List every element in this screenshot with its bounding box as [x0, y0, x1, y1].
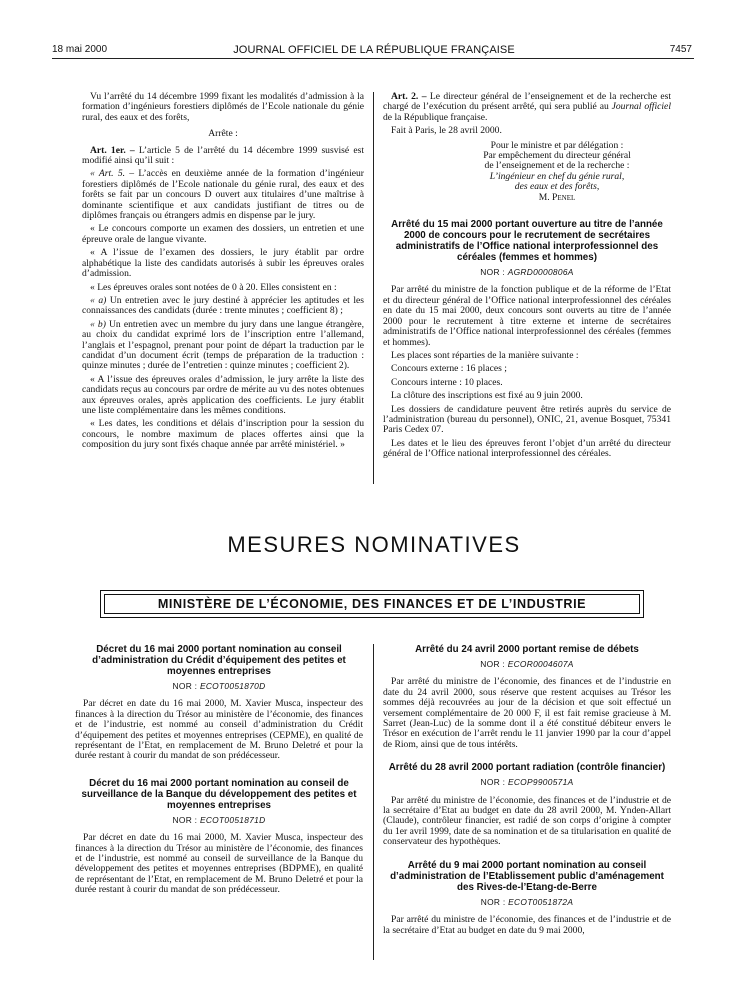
item-a-label: « a)	[90, 294, 107, 306]
column-top-right	[383, 92, 671, 463]
nor-label: NOR :	[172, 681, 200, 691]
nor-code: ECOT0051872A	[508, 896, 574, 907]
nor-cepme	[75, 681, 363, 691]
header-title: JOURNAL OFFICIEL DE LA RÉPUBLIQUE FRANÇAISE	[233, 44, 515, 56]
column-separator-bottom	[373, 644, 374, 960]
signature-block	[383, 141, 671, 203]
art1-text: L’article 5 de l’arrêté du 14 décembre 1999 susvisé est modifié ainsi qu’il suit :	[82, 144, 364, 167]
art5-label: « Art. 5. –	[90, 168, 135, 180]
nor-berre	[383, 897, 671, 907]
nor-code: ECOT0051871D	[199, 814, 266, 825]
nor-label: NOR :	[480, 896, 509, 907]
paragraph-b	[82, 320, 364, 372]
paragraph-onic-4: Concours interne : 10 places.	[391, 376, 503, 388]
paragraph-onic-6: Les dossiers de candidature peuvent être retirés auprès du service de l’administration (bureau du personnel), ONIC, 21, avenue Bosquet, 75341 Paris Cedex 07.	[383, 403, 671, 436]
header-rule	[52, 58, 694, 59]
paragraph-art5	[82, 169, 364, 221]
paragraph-art2	[383, 92, 671, 123]
paragraph-onic-5: La clôture des inscriptions est fixé au 9 juin 2000.	[391, 390, 583, 402]
paragraph-vu: Vu l’arrêté du 14 décembre 1999 fixant les modalités d’admission à la formation d’ingénieurs forestiers diplômés de l’Ecole nationale du génie rural, des eaux et des forêts,	[82, 91, 364, 123]
art1-label: Art. 1er. –	[90, 144, 135, 156]
nor-bdpme	[75, 815, 363, 825]
nor-label: NOR :	[172, 814, 200, 825]
decret-title-cepme: Décret du 16 mai 2000 portant nomination au conseil d’administration du Crédit d’équipement des petites et moyennes entreprises	[92, 644, 346, 677]
mesures-nominatives-heading: MESURES NOMINATIVES	[227, 532, 521, 557]
paragraph-issue: « A l’issue de l’examen des dossiers, le jury établit par ordre alphabétique la liste des candidats autorisés à subir les épreuves orales d’admission.	[82, 247, 364, 280]
art2-text-a: Le directeur général de l’enseignement et de la recherche est chargé de l’exécution du présent arrêté, qui sera publié au	[383, 91, 671, 113]
paragraph-onic-2: Les places sont réparties de la manière suivante :	[391, 349, 579, 361]
paragraph-a	[82, 296, 364, 317]
column-bottom-right	[383, 644, 671, 939]
nor-code: ECOT0051870D	[199, 681, 266, 691]
signature-line-1: Pour le ministre et par délégation :	[490, 139, 624, 151]
nor-code: AGRD0000806A	[507, 267, 574, 278]
paragraph-berre: Par arrêté du ministre de l’économie, des finances et de l’industrie et de la secrétaire d’Etat au budget en date du 9 mai 2000,	[383, 914, 671, 936]
paragraph-onic-3: Concours externe : 16 places ;	[391, 363, 507, 375]
paragraph-bdpme: Par décret en date du 16 mai 2000, M. Xavier Musca, inspecteur des finances à la direction du Trésor au ministère de l’économie, des finances et de l’industrie, est nommé au conseil de surveillance de la Banque du développement des petites et moyennes entreprises (BDPME), en qualité de représentant de l’Etat, en remplacement de M. Bruno Deletré et pour la durée restant à courir du mandat de son prédécesseur.	[75, 832, 363, 896]
column-bottom-left	[75, 644, 363, 899]
arrete-title-berre: Arrêté du 9 mai 2000 portant nomination au conseil d’administration de l’Etablissement public d’aménagement des Rives-de-l’Etang-de-Berre	[390, 859, 664, 893]
header-page-number: 7457	[669, 44, 692, 55]
column-separator-top	[373, 92, 374, 484]
item-b-text: Un entretien avec un membre du jury dans une langue étrangère, au choix du candidat exprimé lors de l’inscription entre l’allemand, l’anglais et l’espagnol, prenant pour point de départ la traduction par le candidat d’un document écrit (temps de préparation de la traduction : quinze minutes ; durée de l’entretien : quinze minutes ; coefficient 2).	[82, 318, 364, 372]
nor-code: ECOR0004607A	[507, 659, 574, 669]
header-date: 18 mai 2000	[52, 44, 108, 55]
signature-line-5: des eaux et des forêts,	[514, 181, 600, 193]
nor-onic	[383, 267, 671, 277]
signature-line-2: Par empêchement du directeur général	[483, 150, 631, 162]
arrete-title-debets: Arrêté du 24 avril 2000 portant remise de débets	[415, 644, 639, 655]
ministere-box	[100, 590, 644, 618]
signature-line-3: de l’enseignement et de la recherche :	[484, 160, 630, 172]
arrete-heading: Arrête :	[208, 128, 238, 140]
nor-radiation	[383, 777, 671, 787]
nor-label: NOR :	[480, 659, 508, 669]
paragraph-concours: « Le concours comporte un examen des dossiers, un entretien et une épreuve orale de langue vivante.	[82, 223, 364, 245]
arrete-title-onic: Arrêté du 15 mai 2000 portant ouverture au titre de l’année 2000 de concours pour le recrutement de secrétaires administratifs de l’Office national interprofessionnel des céréales (femmes et hommes)	[391, 219, 663, 264]
column-top-left	[82, 92, 364, 454]
fait-a-paris: Fait à Paris, le 28 avril 2000.	[391, 125, 502, 137]
paragraph-debets: Par arrêté du ministre de l’économie, des finances et de l’industrie en date du 24 avril 2000, sous réserve que restent acquises au Trésor les sommes déjà recouvrées au jour de la décision et que soit effectué un versement complémentaire de 20 000 F, il est fait remise gracieuse à M. Sarret (Jean-Luc) de la somme dont il a été constitué débiteur envers le Trésor en exécution de l’arrêt rendu le 11 janvier 1990 par la cour d’appel de Riom, ainsi que de tous intérêts.	[383, 676, 671, 750]
art5-text: L’accès en deuxième année de la formation d’ingénieur forestiers diplômés de l’Ecole nationale du génie rural, des eaux et des forêts se fait par un concours D ouvert aux titulaires d’une maîtrise à dominante scientifique et aux candidats justifiant de titres ou de diplômes français ou étrangers admis en dispense par le jury.	[82, 168, 364, 222]
art2-journal: Journal officiel	[611, 101, 671, 113]
item-a-text: Un entretien avec le jury destiné à apprécier les aptitudes et les connaissances des candidats (durée : trente minutes ; coefficient 8) ;	[82, 294, 364, 317]
arrete-title-radiation: Arrêté du 28 avril 2000 portant radiation (contrôle financier)	[388, 762, 666, 774]
paragraph-radiation: Par arrêté du ministre de l’économie, des finances et de l’industrie et de la secrétaire d’Etat au budget en date du 28 avril 2000, M. Ynden-Allart (Claude), contrôleur financier, est radié de son corps d’origine à compter du 1er avril 1999, date de sa nomination et de sa titularisation en qualité de conservateur des hypothèques.	[383, 794, 671, 848]
decret-title-bdpme: Décret du 16 mai 2000 portant nomination au conseil de surveillance de la Banque du développement des petites et moyennes entreprises	[81, 777, 357, 811]
paragraph-onic-1: Par arrêté du ministre de la fonction publique et de la réforme de l’Etat et du directeur général de l’Office national interprofessionnel des céréales en date du 15 mai 2000, deux concours sont ouverts au titre de l’année 2000 pour le recrutement à titre externe et interne de secrétaires administratifs de l’Office national interprofessionnel des céréales (femmes et hommes).	[383, 284, 671, 348]
art2-text-b: de la République française.	[383, 111, 488, 123]
paragraph-dates: « Les dates, les conditions et délais d’inscription pour la session du concours, le nombre maximum de places offertes ainsi que la composition du jury sont fixés chaque année par arrêté ministériel. »	[82, 418, 364, 451]
nor-code: ECOP9900571A	[507, 777, 574, 788]
paragraph-onic-7: Les dates et le lieu des épreuves feront l’objet d’un arrêté du directeur général de l’Office national interprofessionnel des céréales.	[383, 437, 671, 460]
paragraph-cepme: Par décret en date du 16 mai 2000, M. Xavier Musca, inspecteur des finances à la direction du Trésor au ministère de l’économie, des finances et de l’industrie, est nommé au conseil d’administration du Crédit d’équipement des petites et moyennes entreprises (CEPME), en qualité de représentant de l’Etat, en remplacement de M. Bruno Deletré et pour la durée restant à courir du mandat de son prédécesseur.	[75, 698, 363, 762]
paragraph-issue2: « A l’issue des épreuves orales d’admission, le jury arrête la liste des candidats reçus au concours par ordre de mérite au vu des notes obtenues aux épreuves orales, après application des coefficients. Le jury établit une liste complémentaire dans les mêmes conditions.	[82, 373, 364, 416]
nor-debets	[383, 659, 671, 669]
paragraph-notees: « Les épreuves orales sont notées de 0 à 20. Elles consistent en :	[90, 281, 337, 293]
paragraph-art1	[82, 146, 364, 167]
nor-label: NOR :	[480, 777, 508, 788]
art2-label: Art. 2. –	[391, 91, 427, 102]
item-b-label: « b)	[90, 318, 106, 330]
nor-label: NOR :	[480, 267, 508, 278]
signature-name: M. Penel	[538, 191, 576, 203]
signature-line-4: L’ingénieur en chef du génie rural,	[489, 170, 625, 182]
ministere-heading: MINISTÈRE DE L’ÉCONOMIE, DES FINANCES ET DE L’INDUSTRIE	[104, 594, 640, 614]
